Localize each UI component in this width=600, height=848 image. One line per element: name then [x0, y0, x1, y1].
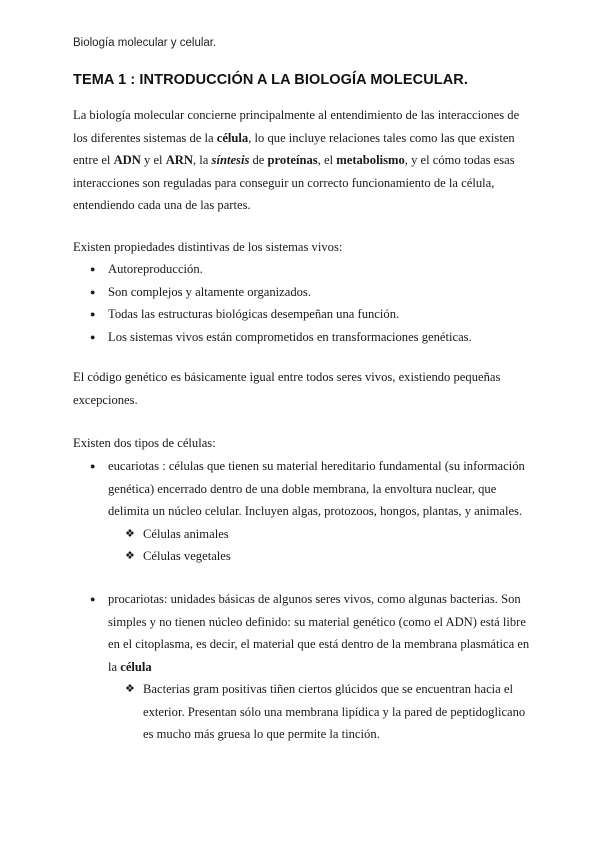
bullet-icon: ● — [90, 461, 96, 471]
intro-bold-celula: célula — [216, 130, 249, 145]
bullet-icon: ● — [90, 309, 96, 319]
sublist-item-text: Células animales — [143, 526, 229, 541]
list-item-text: Son complejos y altamente organizados. — [108, 284, 311, 299]
intro-bold-arn: ARN — [165, 153, 193, 167]
list-item-text: Los sistemas vivos están comprometidos en transformaciones genéticas. — [108, 329, 472, 344]
eukaryotes-sublist — [108, 523, 533, 568]
bullet-icon: ● — [90, 286, 96, 297]
genetic-code-paragraph: El código genético es básicamente igual entre todos seres vivos, existiendo pequeñas excepciones. — [73, 370, 501, 407]
intro-text-2: , lo que incluye relaciones tales como las que existen entre el — [73, 130, 515, 167]
sublist-item — [108, 523, 533, 546]
eukaryotes-list — [73, 455, 533, 568]
prokaryotes-list — [73, 588, 533, 746]
prokaryotes-bold-celula: célula — [120, 659, 152, 674]
sublist-item — [108, 545, 533, 568]
cell-types-lead: Existen dos tipos de células: — [73, 436, 216, 450]
diamond-icon: ❖ — [125, 683, 135, 695]
diamond-icon: ❖ — [125, 550, 135, 562]
properties-lead: Existen propiedades distintivas de los sistemas vivos: — [73, 240, 343, 254]
eukaryotes-text: eucariotas : células que tienen su material hereditario fundamental (su información genética) encerrado dentro de una doble membrana, la envoltura nuclear, que delimita un núcleo celular. Incluyen algas, protozoos, hongos, plantas, y animales. — [108, 459, 525, 518]
intro-text-4: , la — [193, 153, 212, 167]
prokaryotes-sublist — [108, 678, 533, 746]
intro-bold-proteinas: proteínas — [267, 153, 318, 167]
list-item-text: Autoreproducción. — [108, 262, 203, 276]
intro-text-1: La biología molecular concierne principalmente al entendimiento de las interacciones de los diferentes sistemas de la — [73, 108, 520, 145]
sublist-item-text: Bacterias gram positivas tiñen ciertos glúcidos que se encuentran hacia el exterior. Presentan sólo una membrana lipídica y la pared de peptidoglicano es mucho más gruesa lo que permite la tinción. — [143, 682, 526, 741]
bullet-icon: ● — [90, 264, 96, 274]
intro-bold-sintesis: síntesis — [211, 153, 250, 167]
intro-text-7: , y el cómo todas esas interacciones son reguladas para conseguir un correcto funcionamiento de la célula, entendiendo cada una de las partes. — [73, 153, 515, 212]
sublist-item — [108, 678, 533, 746]
intro-text-5: de — [249, 153, 268, 167]
bullet-icon: ● — [90, 331, 96, 342]
bullet-icon: ● — [90, 594, 96, 604]
properties-list — [73, 258, 533, 348]
page-header: Biología molecular y celular. — [73, 37, 217, 49]
list-item — [73, 258, 533, 281]
intro-text-3: y el — [140, 153, 166, 167]
intro-bold-adn: ADN — [113, 153, 141, 167]
intro-text-6: , el — [317, 153, 337, 167]
sublist-item-text: Células vegetales — [143, 549, 231, 563]
diamond-icon: ❖ — [125, 527, 135, 540]
list-item-text: Todas las estructuras biológicas desempeñan una función. — [108, 307, 400, 321]
list-item — [73, 326, 533, 349]
page-title: TEMA 1 : INTRODUCCIÓN A LA BIOLOGÍA MOLECULAR. — [73, 72, 469, 88]
prokaryotes-text: procariotas: unidades básicas de algunos seres vivos, como algunas bacterias. Son simples y no tienen núcleo definido: su material genético (como el ADN) está libre en el citoplasma, es decir, el material que está dentro de la membrana plasmática en la — [108, 592, 530, 674]
list-item — [73, 303, 533, 326]
list-item — [73, 281, 533, 304]
intro-bold-metabolismo: metabolismo — [336, 153, 405, 167]
list-item-prokaryotes — [73, 588, 533, 746]
list-item-eukaryotes — [73, 455, 533, 568]
intro-paragraph — [73, 104, 533, 217]
